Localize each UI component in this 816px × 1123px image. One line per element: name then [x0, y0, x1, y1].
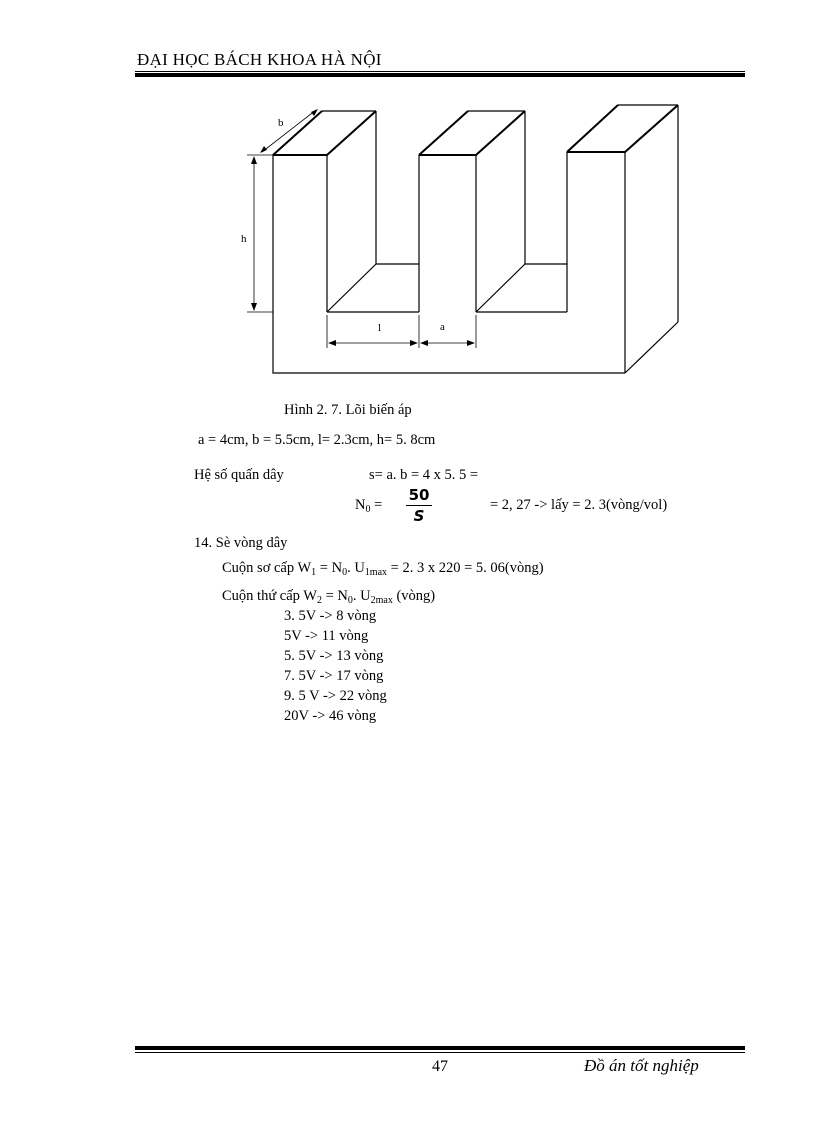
fraction-denominator: S [413, 507, 425, 525]
label-l: l [378, 322, 382, 334]
winding-item: 9. 5 V -> 22 vòng [284, 688, 387, 704]
winding-item: 20V -> 46 vòng [284, 708, 377, 724]
winding-item: 7. 5V -> 17 vòng [284, 668, 384, 684]
winding-item: 5. 5V -> 13 vòng [284, 648, 384, 664]
footer-rule-thin [135, 1052, 745, 1053]
fraction-numerator: 50 [408, 486, 430, 504]
fraction-bar [406, 505, 432, 506]
figure-caption: Hình 2. 7. Lõi biến áp [284, 402, 412, 418]
section-14-title: 14. Sè vòng dây [194, 535, 288, 551]
label-b: b [278, 117, 284, 129]
he-so-label: Hệ số quấn dây [194, 467, 284, 483]
footer-rule-thick [135, 1046, 745, 1050]
footer-title: Đồ án tốt nghiệp [584, 1056, 699, 1075]
label-h: h [241, 233, 247, 245]
winding-item: 5V -> 11 vòng [284, 628, 369, 644]
n0-result: = 2, 27 -> lấy = 2. 3(vòng/vol) [490, 497, 668, 513]
n0-label: $N_0$ = [355, 497, 383, 515]
winding-item: 3. 5V -> 8 vòng [284, 608, 377, 624]
page-number: 47 [432, 1058, 448, 1075]
s-formula: s= a. b = 4 x 5. 5 = [369, 467, 479, 483]
cuon-thu-cap-line: Cuộn thứ cấp $W_2 = N_0$. $U_{2max}$ (vòng) [222, 588, 436, 606]
transformer-core-figure [0, 0, 816, 400]
dimensions-line: a = 4cm, b = 5.5cm, l= 2.3cm, h= 5. 8cm [198, 432, 436, 448]
cuon-so-cap-line: Cuộn sơ cấp $W_1 = N_0$. $U_{1max} = 2$. 3 x 220 = 5. 06(vòng) [222, 560, 544, 578]
header-title: ĐẠI HỌC BÁCH KHOA HÀ NỘI [137, 50, 382, 69]
fraction-50-over-s [406, 486, 432, 525]
label-a: a [440, 321, 445, 333]
